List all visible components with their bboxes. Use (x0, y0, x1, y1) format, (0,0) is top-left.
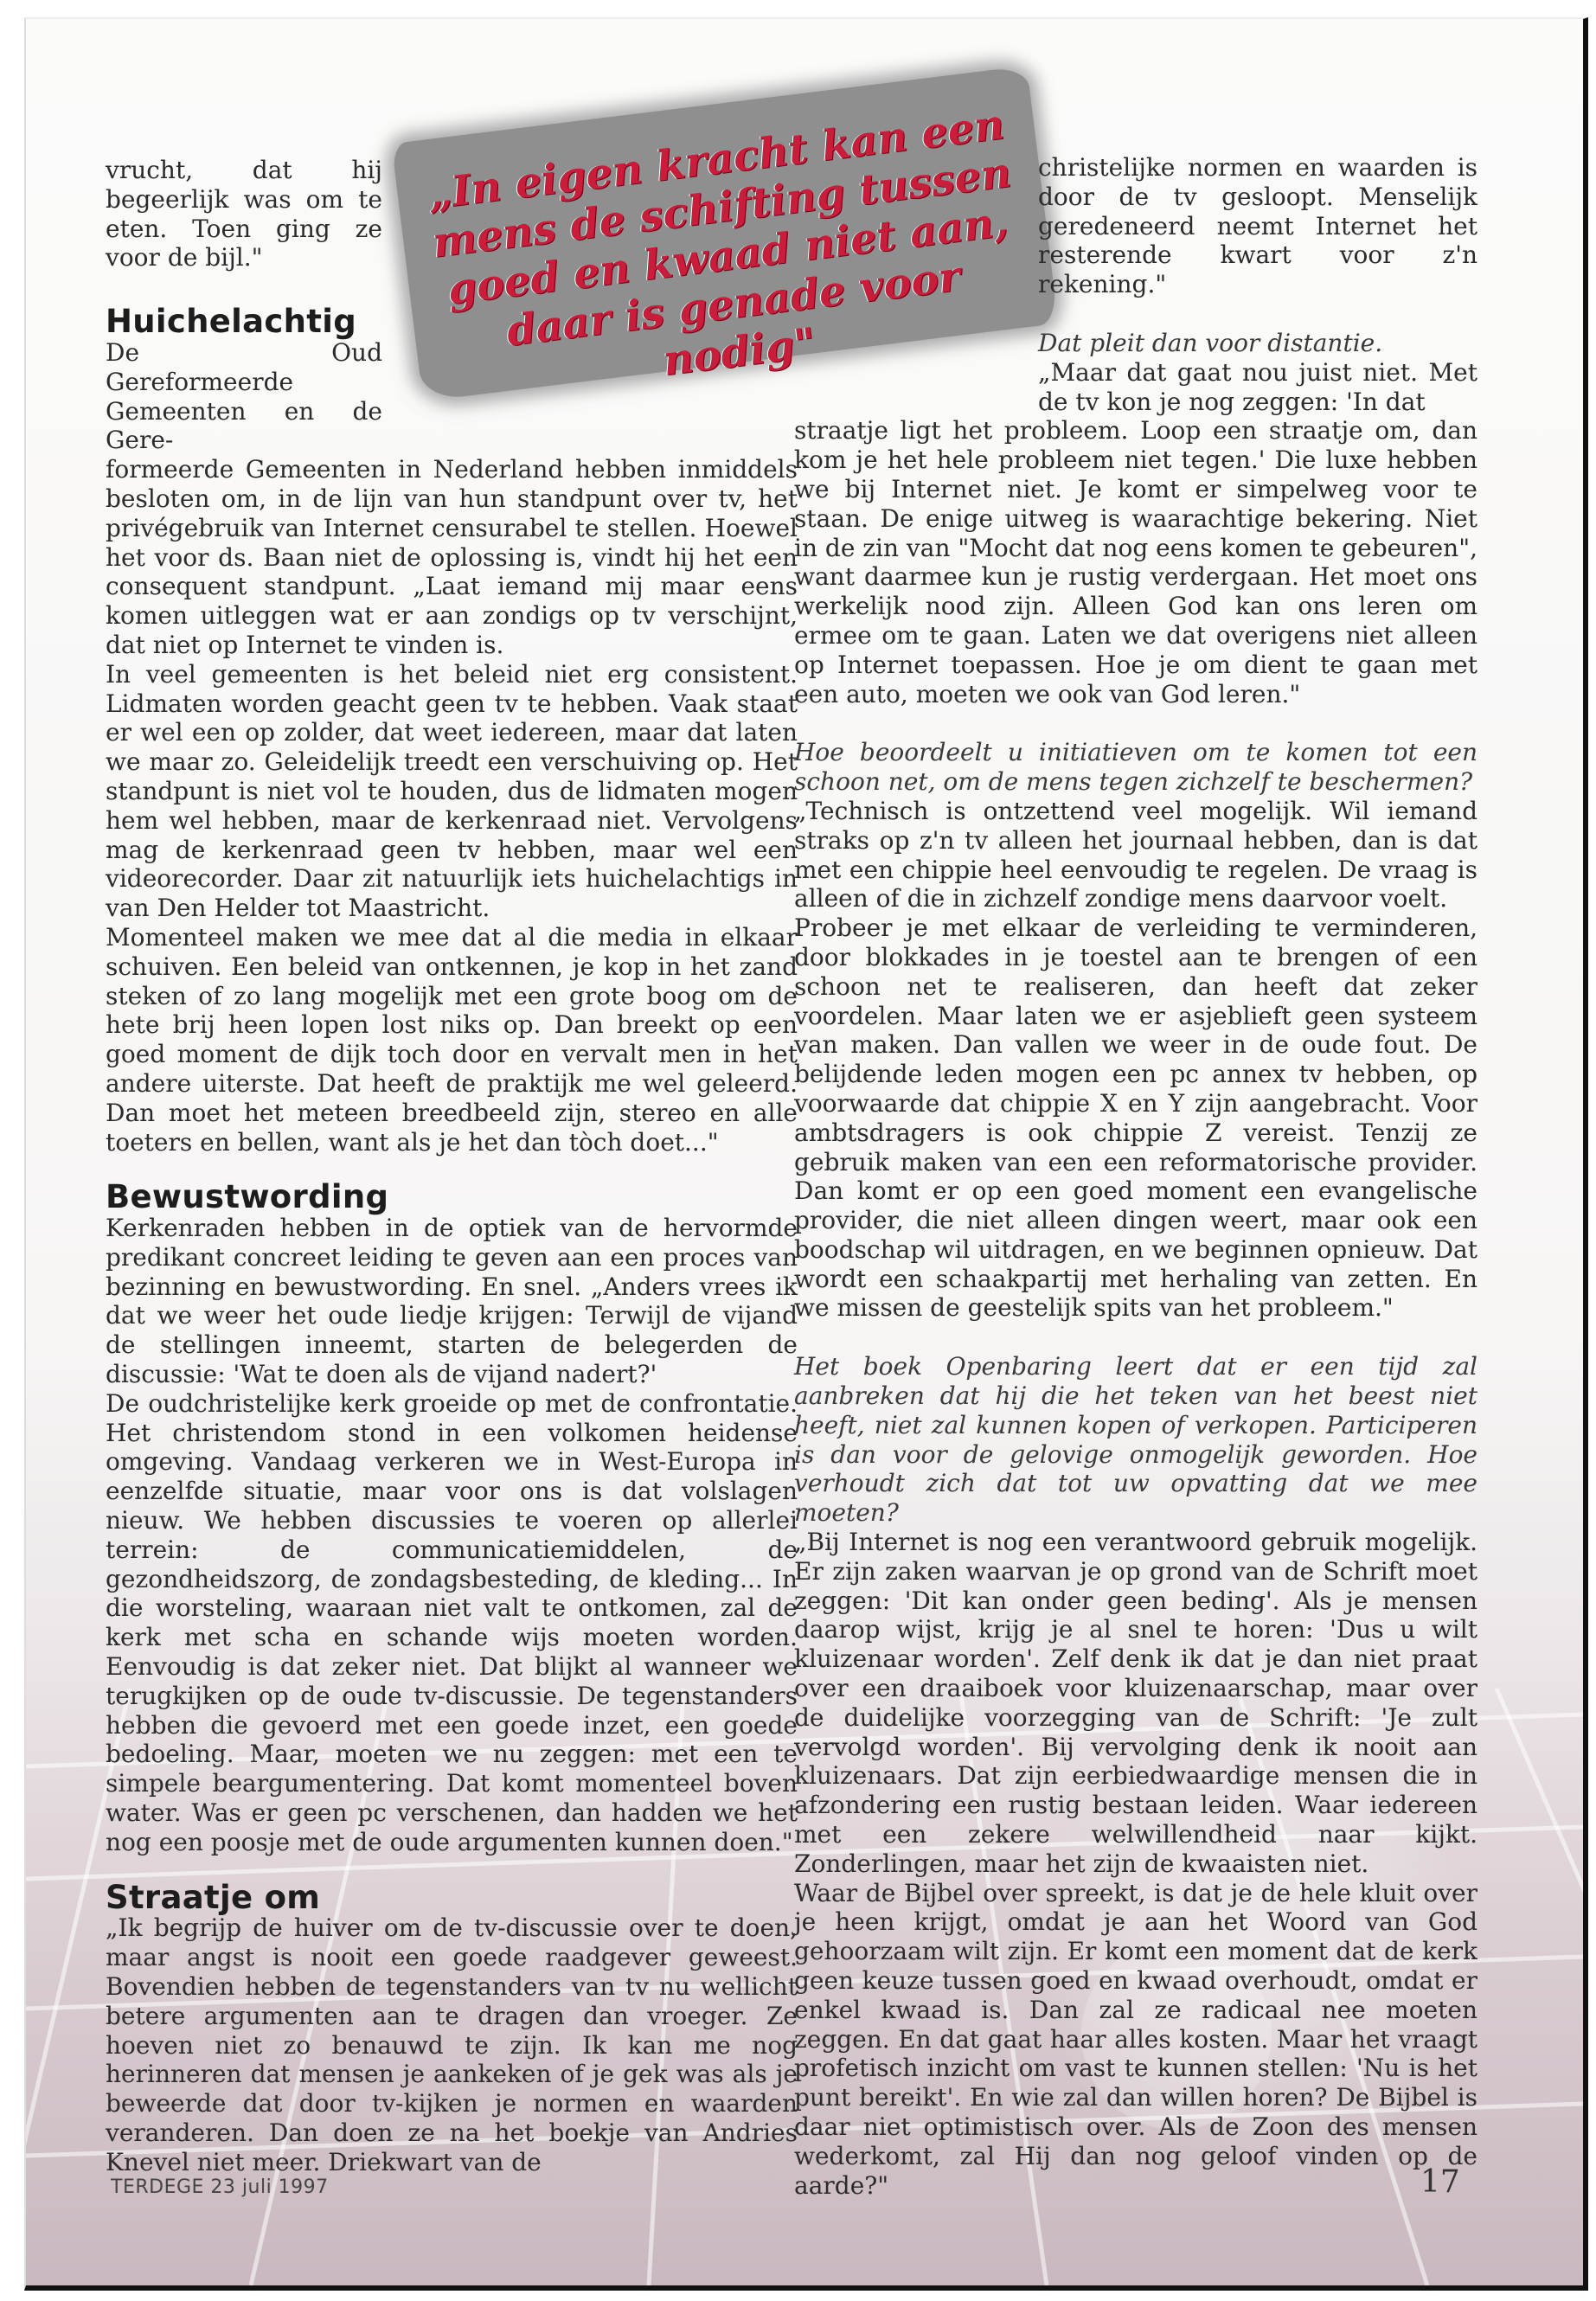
left-intro-paragraph: vrucht, dat hij begeerlijk was om te eten. Toen ging ze voor de bijl." (106, 156, 382, 272)
left-paragraph-6: „Ik begrijp de huiver om de tv-discussie over te doen, maar angst is nooit een goede raadgever geweest. Bovendien hebben de tegenstanders van tv nu wellicht betere argumenten aan te dragen dan vroeger. Ze hoeven niet zo benauwd te zijn. Ik kan me nog herinneren dat mensen je aankeken of je gek was als je beweerde dat door tv-kijken je normen en waarden veranderen. Dan doen ze na het boekje van Andries Knevel niet meer. Driekwart van de (106, 1913, 798, 2176)
left-paragraph-5: De oudchristelijke kerk groeide op met de confrontatie. Het christendom stond in een volkomen heidense omgeving. Vandaag verkeren we in West-Europa in eenzelfde situatie, maar voor ons is dat volslagen nieuw. We hebben discussies te voeren op allerlei terrein: de communicatiemiddelen, de gezondheidszorg, de zondagsbesteding, de kleding... In die worsteling, waaraan niet valt te ontkomen, zal de kerk met scha en schande wijs moeten worden. Eenvoudig is dat zeker niet. Dat blijkt al wanneer we terugkijken op de oude tv-discussie. De tegenstanders hebben die gevoerd met een goede inzet, een goede bedoeling. Maar, moeten we nu zeggen: met een te simpele beargumentering. Dat komt momenteel boven water. Was er geen pc verschenen, dan hadden we het nog een poosje met de oude argumenten kunnen doen." (106, 1388, 798, 1856)
left-paragraph-3: Momenteel maken we mee dat al die media in elkaar schuiven. Een beleid van ontkennen, je kop in het zand steken of zo lang mogelijk met een grote boog om de hete brij heen lopen lost niks op. Dan breekt op een goed moment de dijk toch door en vervalt men in het andere uiterste. Dat heeft de praktijk me wel geleerd. Dan moet het meteen breedbeeld zijn, stereo en alle toeters en bellen, want als je het dan tòch doet..." (106, 922, 798, 1157)
answer-2: „Technisch is ontzettend veel mogelijk. Wil iemand straks op z'n tv alleen het journaal hebben, dan is dat met een chippie heel eenvoudig te regelen. De vraag is alleen of die in zichzelf zondige mens daarvoor voelt. (794, 796, 1477, 913)
left-paragraph-4: Kerkenraden hebben in de optiek van de hervormde predikant concreet leiding te geven aan een proces van bezinning en bewustwording. En snel. „Anders vrees ik dat we weer het oude liedje krijgen: Terwijl de vijand de stellingen inneemt, starten de belegerden de discussie: 'Wat te doen als de vijand nadert?' (106, 1214, 798, 1389)
heading-bewustwording: Bewustwording (106, 1178, 389, 1216)
page-number: 17 (1420, 2164, 1460, 2200)
magazine-page (24, 17, 1588, 2291)
heading-straatje-om: Straatje om (106, 1878, 321, 1916)
answer-1: straatje ligt het probleem. Loop een straatje om, dan kom je het hele probleem niet tegen.' Die luxe hebben we bij Internet niet. Je komt er simpelweg voor te staan. De enige uitweg is waarachtige bekering. Niet in de zin van "Mocht dat nog eens komen te gebeuren", want daarmee kun je rustig verdergaan. Het moet ons werkelijk nood zijn. Alleen God kan ons leren om ermee om te gaan. Laten we dat overigens niet alleen op Internet toepassen. Hoe je om dient te gaan met een auto, moeten we ook van God leren." (794, 416, 1477, 708)
right-intro-paragraph: christelijke normen en waarden is door de tv gesloopt. Menselijk geredeneerd neemt Internet het resterende kwart voor z'n rekening." (1038, 153, 1477, 299)
left-paragraph-2: In veel gemeenten is het beleid niet erg consistent. Lidmaten worden geacht geen tv te hebben. Vaak staat er wel een op zolder, dat weet iedereen, maar dat laten we maar zo. Geleidelijk treedt een verschuiving op. Het standpunt is niet vol te houden, dus de lidmaten mogen hem wel hebben, maar de kerkenraad niet. Vervolgens mag de kerkenraad geen tv hebben, maar wel een videorecorder. Daar zit natuurlijk iets huichelachtigs in van Den Helder tot Maastricht. (106, 659, 798, 923)
footer-publication: TERDEGE 23 juli 1997 (111, 2176, 329, 2198)
answer-3-continued: Waar de Bijbel over spreekt, is dat je de hele kluit over je heen krijgt, omdat je aan het Woord van God gehoorzaam wilt zijn. Er komt een moment dat de kerk geen keuze tussen goed en kwaad overhoudt, omdat er enkel kwaad is. Dan zal ze radicaal nee moeten zeggen. En dat gaat haar alles kosten. Maar het vraagt profetisch inzicht om vast te kunnen stellen: 'Nu is het punt bereikt'. En wie zal dan willen horen? De Bijbel is daar niet optimistisch over. Als de Zoon des mensen wederkomt, zal Hij dan nog geloof vinden op de aarde?" (794, 1878, 1477, 2200)
answer-1-start: „Maar dat gaat nou juist niet. Met de tv kon je nog zeggen: 'In dat (1038, 357, 1477, 416)
left-paragraph-1: formeerde Gemeenten in Nederland hebben inmiddels besloten om, in de lijn van hun standpunt over tv, het privégebruik van Internet censurabel te stellen. Hoewel het voor ds. Baan niet de oplossing is, vindt hij het een consequent standpunt. „Laat iemand mij maar eens komen uitleggen wat er aan zondigs op tv verschijnt, dat niet op Internet te vinden is. (106, 455, 798, 659)
left-column (106, 156, 798, 2177)
question-2: Hoe beoordeelt u initiatieven om te komen tot een schoon net, om de mens tegen zichzelf te beschermen? (794, 738, 1477, 797)
question-1: Dat pleit dan voor distantie. (1038, 328, 1383, 357)
pull-quote-text: „In eigen kracht kan een mens de schifting tussen goed en kwaad niet aan, daar is genade voor nodig" (425, 99, 1014, 386)
answer-2-continued: Probeer je met elkaar de verleiding te verminderen, door blokkades in je toestel aan te brengen of een schoon net te realiseren, dan heeft dat zeker voordelen. Maar laten we er asjeblieft geen systeem van maken. Dan vallen we weer in de oude fout. De belijdende leden mogen een pc annex tv hebben, op voorwaarde dat chippie X en Y zijn aangebracht. Voor ambtsdragers is ook chippie Z vereist. Tenzij ze gebruik maken van een een reformatorische provider. Dan komt er op een goed moment een evangelische provider, die niet alleen dingen weert, maar ook een boodschap wil uitdragen, en we beginnen opnieuw. Dat wordt een schaakpartij met herhaling van zetten. En we missen de geestelijk spits van het probleem." (794, 913, 1477, 1323)
right-column (794, 153, 1477, 2200)
question-3: Het boek Openbaring leert dat er een tijd zal aanbreken dat hij die het teken van het beest niet heeft, niet zal kunnen kopen of verkopen. Participeren is dan voor de gelovige onmogelijk geworden. Hoe verhoudt zich dat tot uw opvatting dat we mee moeten? (794, 1352, 1477, 1528)
answer-3: „Bij Internet is nog een verantwoord gebruik mogelijk. Er zijn zaken waarvan je op grond van de Schrift moet zeggen: 'Dit kan onder geen beding'. Als je mensen daarop wijst, krijg je al snel te horen: 'Dus u wilt kluizenaar worden'. Zelf denk ik dat je dan niet praat over een draaiboek voor kluizenaarschap, maar over de duidelijke voorzegging van de Schrift: 'Je zult vervolgd worden'. Bij vervolging denk ik nooit aan kluizenaars. Dat zijn eerbiedwaardige mensen die in afzondering een rustig bestaan leiden. Waar iedereen met een zekere welwillendheid naar kijkt. Zonderlingen, maar het zijn de kwaaisten niet. (794, 1528, 1477, 1878)
left-paragraph-1-start: De Oud Gereformeerde Gemeenten en de Gere- (106, 337, 382, 455)
heading-huichelachtig: Huichelachtig (106, 303, 357, 341)
